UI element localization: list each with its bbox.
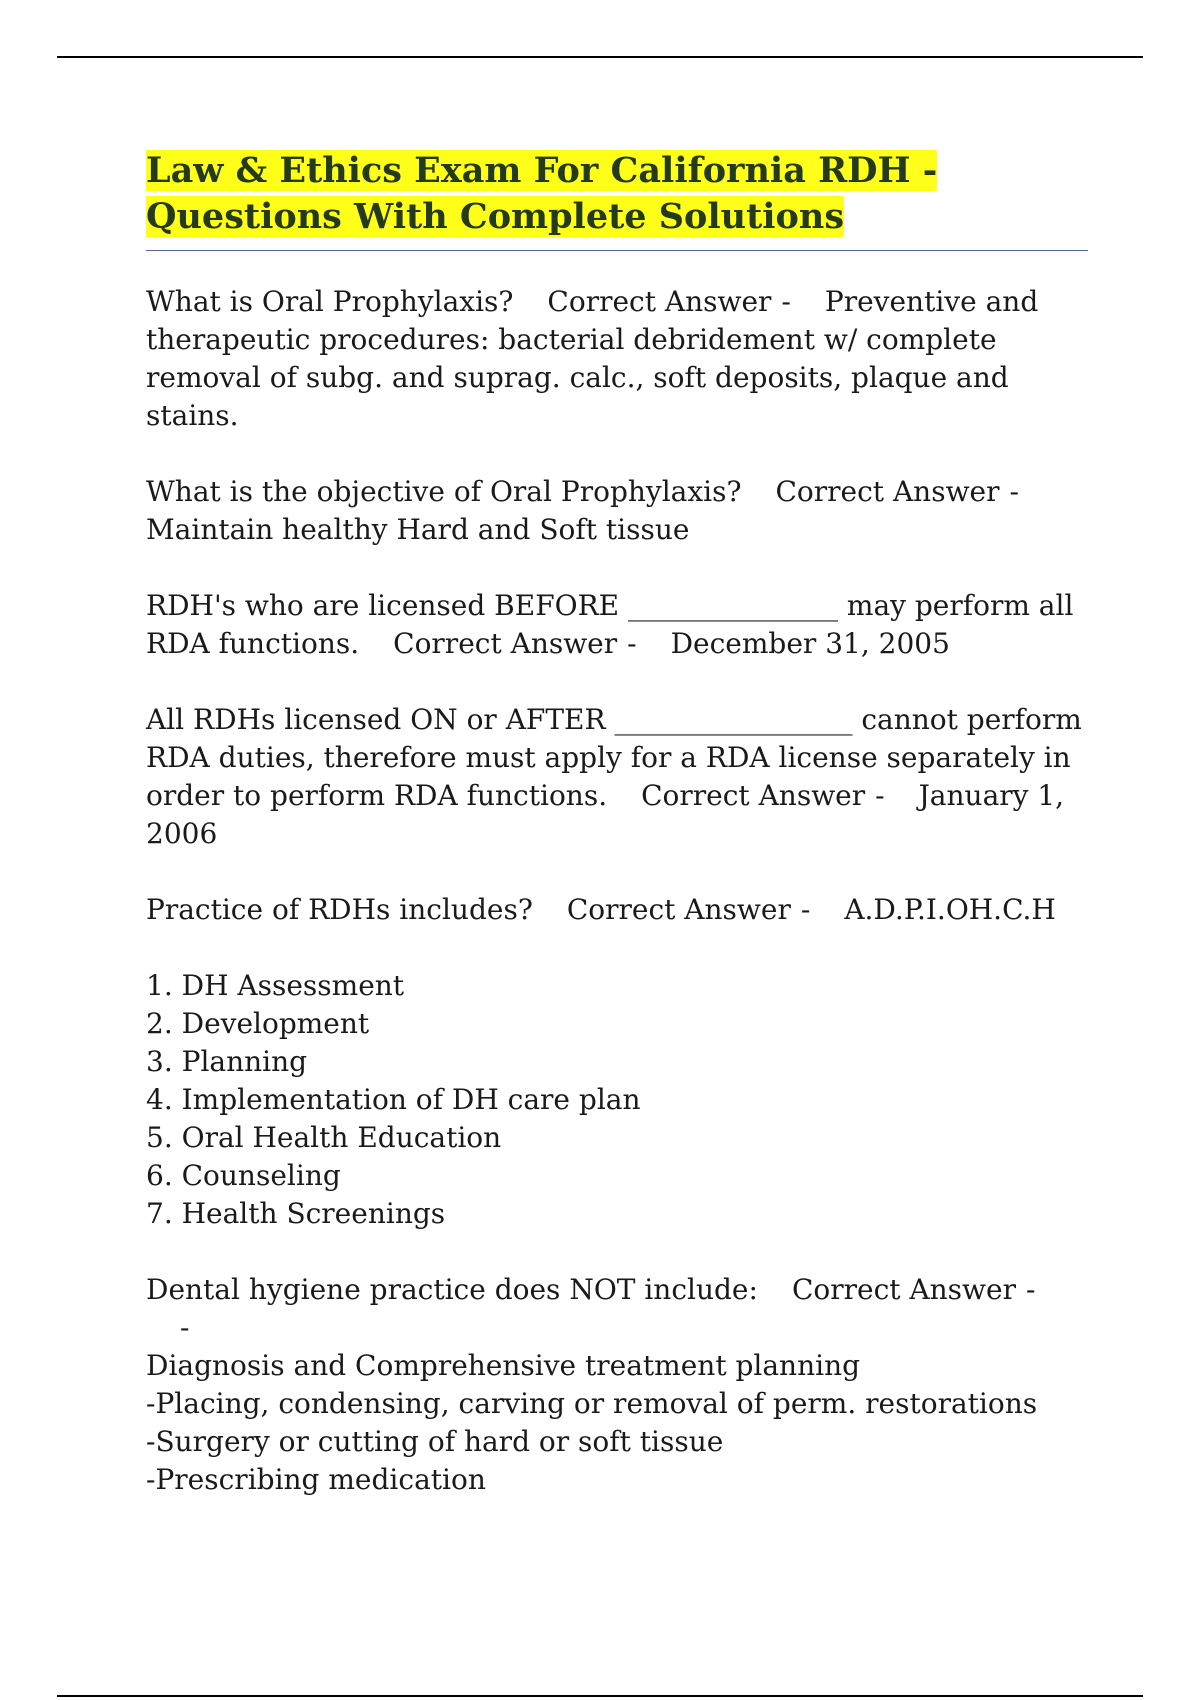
list-item: 2. Development xyxy=(146,1007,370,1040)
list-item: 3. Planning xyxy=(146,1045,308,1078)
list-item: 5. Oral Health Education xyxy=(146,1121,502,1154)
question-text: What is Oral Prophylaxis? xyxy=(146,285,514,318)
list-item: 1. DH Assessment xyxy=(146,969,405,1002)
list-item: 6. Counseling xyxy=(146,1159,341,1192)
answer-separator: - xyxy=(1025,1273,1036,1306)
answer-label: Correct Answer xyxy=(566,893,791,926)
answer-label: Correct Answer xyxy=(791,1273,1016,1306)
answer-text: Preventive and therapeutic procedures: bacterial debridement w/ complete removal of subg. and suprag. calc., soft deposits, plaque and stains. xyxy=(146,285,1039,432)
answer-separator: - xyxy=(781,285,791,318)
answer-label: Correct Answer xyxy=(393,627,618,660)
answer-text: A.D.P.I.OH.C.H xyxy=(844,893,1056,926)
answer-separator: - xyxy=(627,627,637,660)
qa-item-2 xyxy=(146,473,1088,549)
question-text: Practice of RDHs includes? xyxy=(146,893,533,926)
answer-label: Correct Answer xyxy=(547,285,772,318)
answer-separator: - xyxy=(800,893,811,926)
rdh-practice-list xyxy=(146,967,1088,1233)
answer-text: Diagnosis and Comprehensive treatment planning xyxy=(146,1349,861,1382)
document-page xyxy=(146,148,1088,1499)
answer-text: -Surgery or cutting of hard or soft tissue xyxy=(146,1425,724,1458)
question-text: Dental hygiene practice does NOT include: xyxy=(146,1273,758,1306)
document-title-highlight: Law & Ethics Exam For California RDH - Questions With Complete Solutions xyxy=(146,150,938,237)
qa-item-6 xyxy=(146,1271,1088,1499)
answer-text: January 1, 2006 xyxy=(146,779,1065,850)
qa-item-5 xyxy=(146,891,1088,929)
qa-item-4 xyxy=(146,701,1088,853)
answer-separator: - xyxy=(1009,475,1019,508)
answer-label: Correct Answer xyxy=(641,779,866,812)
list-item: 4. Implementation of DH care plan xyxy=(146,1083,641,1116)
answer-text: December 31, 2005 xyxy=(670,627,950,660)
qa-item-3 xyxy=(146,587,1088,663)
document-title xyxy=(146,148,1088,240)
header-rule xyxy=(57,56,1143,58)
title-underline xyxy=(146,250,1088,251)
answer-text: -Prescribing medication xyxy=(146,1463,486,1496)
answer-text: -Placing, condensing, carving or removal of perm. restorations xyxy=(146,1387,1038,1420)
question-text: RDH's who are licensed BEFORE _______________ may perform all RDA functions. xyxy=(146,589,1074,660)
qa-item-1 xyxy=(146,283,1088,435)
list-item: 7. Health Screenings xyxy=(146,1197,446,1230)
answer-separator: - xyxy=(875,779,885,812)
answer-text: - xyxy=(180,1311,190,1344)
question-text: All RDHs licensed ON or AFTER _________________ cannot perform RDA duties, therefore must apply for a RDA license separately in order to perform RDA functions. xyxy=(146,703,1082,812)
answer-label: Correct Answer xyxy=(775,475,1000,508)
footer-rule xyxy=(57,1695,1143,1697)
question-text: What is the objective of Oral Prophylaxis? xyxy=(146,475,742,508)
answer-text: Maintain healthy Hard and Soft tissue xyxy=(146,513,690,546)
